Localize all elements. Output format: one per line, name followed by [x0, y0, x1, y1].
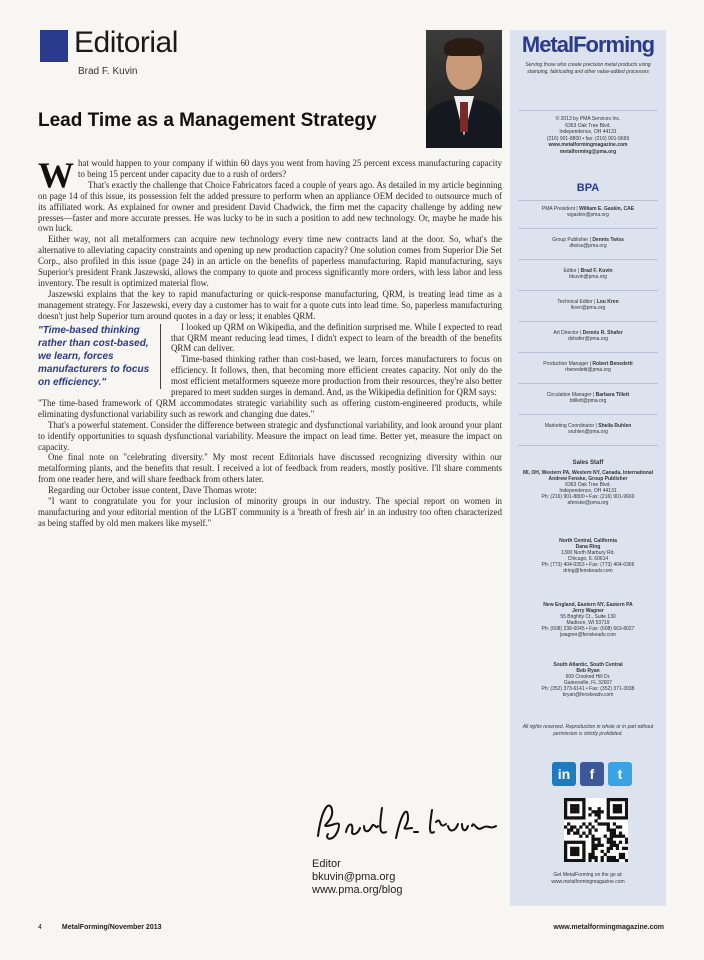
facebook-icon[interactable]: f	[580, 762, 604, 786]
masthead-sidebar	[510, 30, 666, 906]
staff-email[interactable]: bkuvin@pma.org	[569, 274, 607, 280]
paragraph-11: "I want to congratulate you for your inclusion of minority groups in our industry. The special report on women in manufacturing and your editorial mention of the LGBT community is a 'breath of fresh air' in an industry too often characterized as being staffed by old men makers like myself."	[38, 496, 502, 528]
paragraph-5: I looked up QRM on Wikipedia, and the definition surprised me. While I expected to read that QRM meant reducing lead times, I didn't expect to learn of the breadth of the benefits QRM can deliver.	[171, 321, 502, 354]
staff-email[interactable]: btillett@pma.org	[569, 398, 607, 404]
staff-entry: Production Manager | Robert Benedetti rbenedetti@pma.org	[518, 361, 658, 373]
sales-contact: New England, Eastern NY, Eastern PA Jerry Wagner 55 Brightly Ct., Suite 130 Madison, WI 53719 Ph: (608) 238-6045 • Fax: (608) 663-8027 jwagner@fenskeadv.com	[541, 602, 635, 638]
rights-notice: All rights reserved. Reproduction in whole or in part without permission is strictly prohibited.	[522, 724, 654, 737]
paragraph-6: Time-based thinking rather than cost-based, we learn, forces manufacturers to focus on efficiency. It follows, then, that becoming more efficient creates capacity. Not only do the most efficient metalformers squeeze more production from their resources, they're also better prepared to meet sudden surges in demand. And, as the Wikipedia definition for QRM says:	[171, 354, 502, 398]
footer-left	[38, 924, 162, 931]
paragraph-2: That's exactly the challenge that Choice Fabricators faced a couple of years ago. As detailed in my article beginning on page 14 of this issue, its possession felt the added pressure to perform when an appliance OEM decided to outsource much of its affiliated work. As explained for owner and president David Chadwick, the firm met the capacity challenge by adding new presses—faster and more accurate presses. He was lucky to be in such a position to add new technology. Or, maybe he made his own luck.	[38, 179, 502, 234]
signoff-web[interactable]: www.pma.org/blog	[312, 884, 403, 896]
paragraph-1: What would happen to your company if within 60 days you went from having 25 percent excess manufacturing capacity to being 15 percent under capacity due to a rush of orders?	[38, 155, 502, 195]
paragraph-3: Either way, not all metalformers can acquire new technology every time new contracts land at the door. So, what's the alternative to alleviating capacity constraints and opening up new production capacity? One solution comes from Superior Die Set Corp., also profiled in this issue (page 24) in an article on the benefits of paperless manufacturing. Rapid manufacturing, says Superior's president Frank Jaszewski, allows the company to quote and process significantly more orders, with less labor and less inventory. The result is optimized material flow.	[38, 234, 502, 288]
staff-entry: Art Director | Dennis R. Shafer dshafer@pma.org	[518, 330, 658, 342]
staff-email[interactable]: sruhlen@pma.org	[568, 429, 608, 435]
issue-label: MetalForming/November 2013	[61, 924, 162, 931]
qr-caption: Get MetalForming on the go at: www.metalformingmagazine.com	[551, 872, 625, 885]
signoff-email[interactable]: bkuvin@pma.org	[312, 871, 396, 883]
qr-code[interactable]	[564, 798, 628, 862]
staff-entry: Technical Editor | Lou Kren lkren@pma.org	[518, 299, 658, 311]
staff-email[interactable]: dshafer@pma.org	[567, 336, 609, 342]
paragraph-8: That's a powerful statement. Consider the difference between strategic and dysfunctional variability, and look around your plant to identify opportunities to squash dysfunctional variability. Measure the impact on lead time. Better yet, measure the impact on capacity.	[38, 419, 502, 452]
staff-entry: Marketing Coordinator | Sheila Ruhlen sruhlen@pma.org	[518, 423, 658, 435]
sales-contact: North Central, California Dana Ring 1300 North Marbury Rd. Chicago, IL 60614 Ph: (773) 404-0353 • Fax: (773) 404-0366 dring@fenskeadv.com	[541, 538, 635, 574]
bpa-logo: BPA	[576, 182, 600, 194]
staff-email[interactable]: wgaskin@pma.org	[567, 212, 609, 218]
paragraph-10: Regarding our October issue content, Dave Thomas wrote:	[48, 485, 257, 496]
handwritten-signature	[312, 796, 502, 850]
publisher-address: © 2013 by PMA Services Inc. 6363 Oak Tree Blvd. Independence, OH 44131 (216) 901-8800 • fax: (216) 901-9669 www.metalformingmagazine.com metalforming@pma.org	[546, 116, 630, 155]
staff-entry: Circulation Manager | Barbara Tillett btillett@pma.org	[518, 392, 658, 404]
sales-contact: MI, OH, Western PA, Western NY, Canada, International Andrew Fenske, Group Publisher 6363 Oak Tree Blvd. Independence, OH 44131 Ph: (216) 901-8800 • Fax: (216) 901-9669 afenske@pma.org	[522, 470, 654, 506]
pull-quote: "Time-based thinking rather than cost-based, we learn, forces manufacturers to focus on efficiency."	[38, 324, 161, 389]
paragraph-9: One final note on "celebrating diversity." My most recent Editorials have discussed recognizing diversity within our metalforming plants, and the benefits that result. I received a lot of feedback from readers, mostly positive. I'll share comments from one reader here, and will share feedback from others later.	[38, 452, 502, 485]
staff-email[interactable]: lkren@pma.org	[570, 305, 606, 311]
staff-entry: Group Publisher | Dennis Twiss dtwiss@pma.org	[518, 237, 658, 249]
mission-statement: Serving those who create precision metal products using stamping, fabricating and other value-added processes	[525, 62, 651, 75]
signoff-title: Editor	[312, 858, 341, 870]
author-byline: Brad F. Kuvin	[78, 66, 138, 77]
drop-cap: W	[38, 155, 74, 195]
sales-staff-heading: Sales Staff	[572, 460, 604, 466]
section-title: Editorial	[74, 26, 178, 59]
page-number: 4	[38, 924, 42, 931]
author-portrait	[426, 30, 502, 148]
twitter-icon[interactable]: t	[608, 762, 632, 786]
article-headline: Lead Time as a Management Strategy	[38, 110, 377, 131]
section-color-block	[40, 30, 68, 62]
footer-website[interactable]: www.metalformingmagazine.com	[553, 924, 664, 931]
staff-email[interactable]: dtwiss@pma.org	[569, 243, 607, 249]
magazine-logo: MetalForming	[521, 32, 655, 57]
staff-entry: Editor | Brad F. Kuvin bkuvin@pma.org	[518, 268, 658, 280]
linkedin-icon[interactable]: in	[552, 762, 576, 786]
editor-signoff	[312, 858, 403, 897]
staff-entry: PMA President | William E. Gaskin, CAE wgaskin@pma.org	[518, 206, 658, 218]
paragraph-4: Jaszewski explains that the key to rapid manufacturing or quick-response manufacturing, QRM, is treating lead time as a management strategy. For Jaszewski, every day a customer has to wait for a quote cuts into lead time. So, paperless manufacturing doesn't just help Superior turn around quotes in a day or less; it enables QRM.	[38, 288, 502, 321]
sales-contact: South Atlantic, South Central Bob Ryan 609 Crooked Hill Dr. Gainesville, FL 32607 Ph: (352) 373-6141 • Fax: (352) 371-3038 bryan@fenskeadv.com	[541, 662, 635, 698]
staff-email[interactable]: rbenedetti@pma.org	[565, 367, 611, 373]
paragraph-7-quote: "The time-based framework of QRM accommodates strategic variability such as offering custom-engineered products, while eliminating dysfunctional variability such as rework and changing due dates."	[38, 397, 502, 419]
article-body	[38, 155, 502, 529]
